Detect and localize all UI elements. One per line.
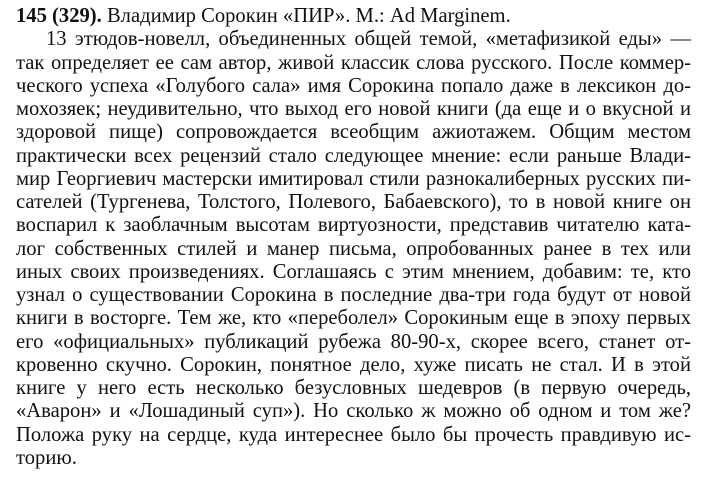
body-line: торию. bbox=[16, 446, 77, 469]
body-line: Положа руку на сердце, куда интереснее было бы прочесть правдивую ис- bbox=[16, 423, 691, 446]
review-entry bbox=[16, 5, 691, 470]
body-line: 13 этюдов-новелл, объединенных общей темой, «метафизикой еды» — bbox=[46, 28, 691, 51]
body-line: воспарил к заоблачным высотам виртуозности, представив читателю ката- bbox=[16, 214, 691, 237]
body-line: ческого успеха «Голубого сала» имя Сорокина попало даже в лексикон до- bbox=[16, 74, 691, 97]
entry-heading-line bbox=[16, 5, 691, 28]
body-line: «Аварон» и «Лошадиный суп»). Но сколько ж можно об одном и том же? bbox=[16, 400, 691, 423]
body-line: иных своих произведениях. Соглашаясь с этим мнением, добавим: те, кто bbox=[16, 260, 691, 283]
body-line: узнал о существовании Сорокина в последние два-три года будут от новой bbox=[16, 284, 691, 306]
body-line: книги в восторге. Тем же, кто «переболел» Сорокиным еще в эпоху первых bbox=[16, 307, 691, 330]
body-line: сателей (Тургенева, Толстого, Полевого, Бабаевского), то в новой книге он bbox=[16, 191, 691, 213]
body-line: практически всех рецензий стало следующее мнение: если раньше Влади- bbox=[16, 144, 691, 167]
body-line: книге у него есть несколько безусловных шедевров (в первую очередь, bbox=[16, 377, 691, 399]
body-line: так определяет ее сам автор, живой классик слова русского. После коммер- bbox=[16, 51, 691, 74]
entry-number: 145 (329). bbox=[16, 5, 102, 27]
body-line: мохозяек; неудивительно, что выход его новой книги (да еще и о вкусной и bbox=[16, 98, 691, 120]
entry-heading: Владимир Сорокин «ПИР». М.: Ad Marginem. bbox=[101, 5, 511, 27]
body-line: его «официальных» публикаций рубежа 80-90-х, скорее всего, станет от- bbox=[16, 330, 691, 353]
body-line: кровенно скучно. Сорокин, понятное дело, хуже писать не стал. И в этой bbox=[16, 353, 691, 376]
body-line: здоровой пище) сопровождается всеобщим ажиотажем. Общим местом bbox=[16, 121, 691, 144]
body-line: лог собственных стилей и манер письма, опробованных ранее в тех или bbox=[16, 237, 691, 260]
body-line: мир Георгиевич мастерски имитировал стили разнокалиберных русских пи- bbox=[16, 167, 691, 190]
